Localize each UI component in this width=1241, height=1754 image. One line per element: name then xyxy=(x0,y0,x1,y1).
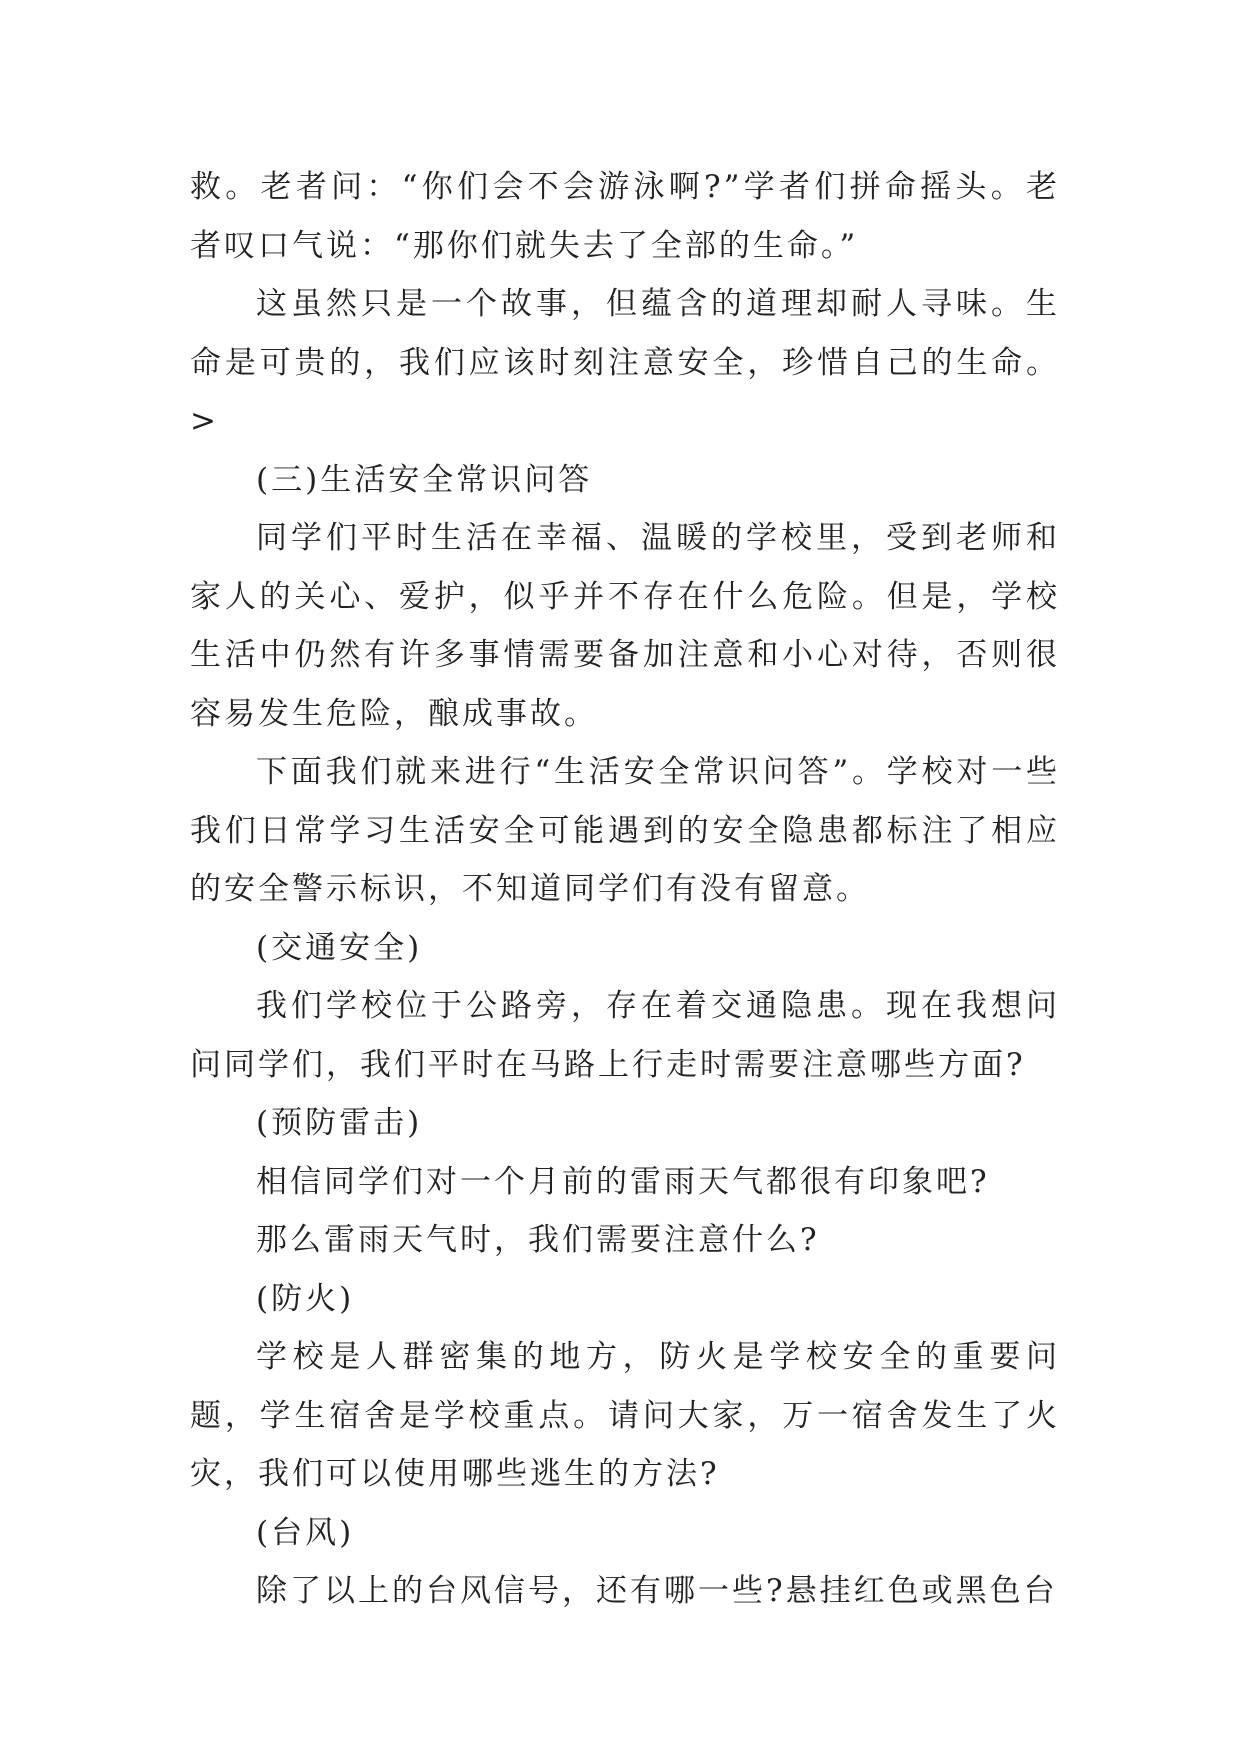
paragraph: 这虽然只是一个故事，但蕴含的道理却耐人寻味。生命是可贵的，我们应该时刻注意安全，珍惜自己的生命。> xyxy=(190,286,1060,439)
paragraph: 下面我们就来进行“生活安全常识问答”。学校对一些我们日常学习生活安全可能遇到的安全隐患都标注了相应的安全警示标识，不知道同学们有没有留意。 xyxy=(190,754,1060,907)
topic-heading: (防火) xyxy=(256,1280,355,1317)
paragraph: 相信同学们对一个月前的雷雨天气都很有印象吧? xyxy=(256,1163,990,1200)
paragraph: 除了以上的台风信号，还有哪一些?悬挂红色或黑色台 xyxy=(256,1573,1058,1609)
topic-heading: (预防雷击) xyxy=(256,1105,423,1141)
paragraph: 我们学校位于公路旁，存在着交通隐患。现在我想问问同学们，我们平时在马路上行走时需要注意哪些方面? xyxy=(190,988,1060,1083)
document-body xyxy=(190,158,1060,1621)
section-heading: (三)生活安全常识问答 xyxy=(256,461,593,498)
paragraph: 那么雷雨天气时，我们需要注意什么? xyxy=(256,1222,820,1258)
paragraph: 学校是人群密集的地方，防火是学校安全的重要问题，学生宿舍是学校重点。请问大家，万一宿舍发生了火灾，我们可以使用哪些逃生的方法? xyxy=(190,1339,1060,1492)
paragraph: 同学们平时生活在幸福、温暖的学校里，受到老师和家人的关心、爱护，似乎并不存在什么危险。但是，学校生活中仍然有许多事情需要备加注意和小心对待，否则很容易发生危险，酿成事故。 xyxy=(190,520,1060,732)
topic-heading: (台风) xyxy=(256,1514,355,1551)
paragraph: 救。老者问：“你们会不会游泳啊?”学者们拼命摇头。老者叹口气说：“那你们就失去了全部的生命。” xyxy=(190,169,1060,264)
topic-heading: (交通安全) xyxy=(256,929,423,966)
